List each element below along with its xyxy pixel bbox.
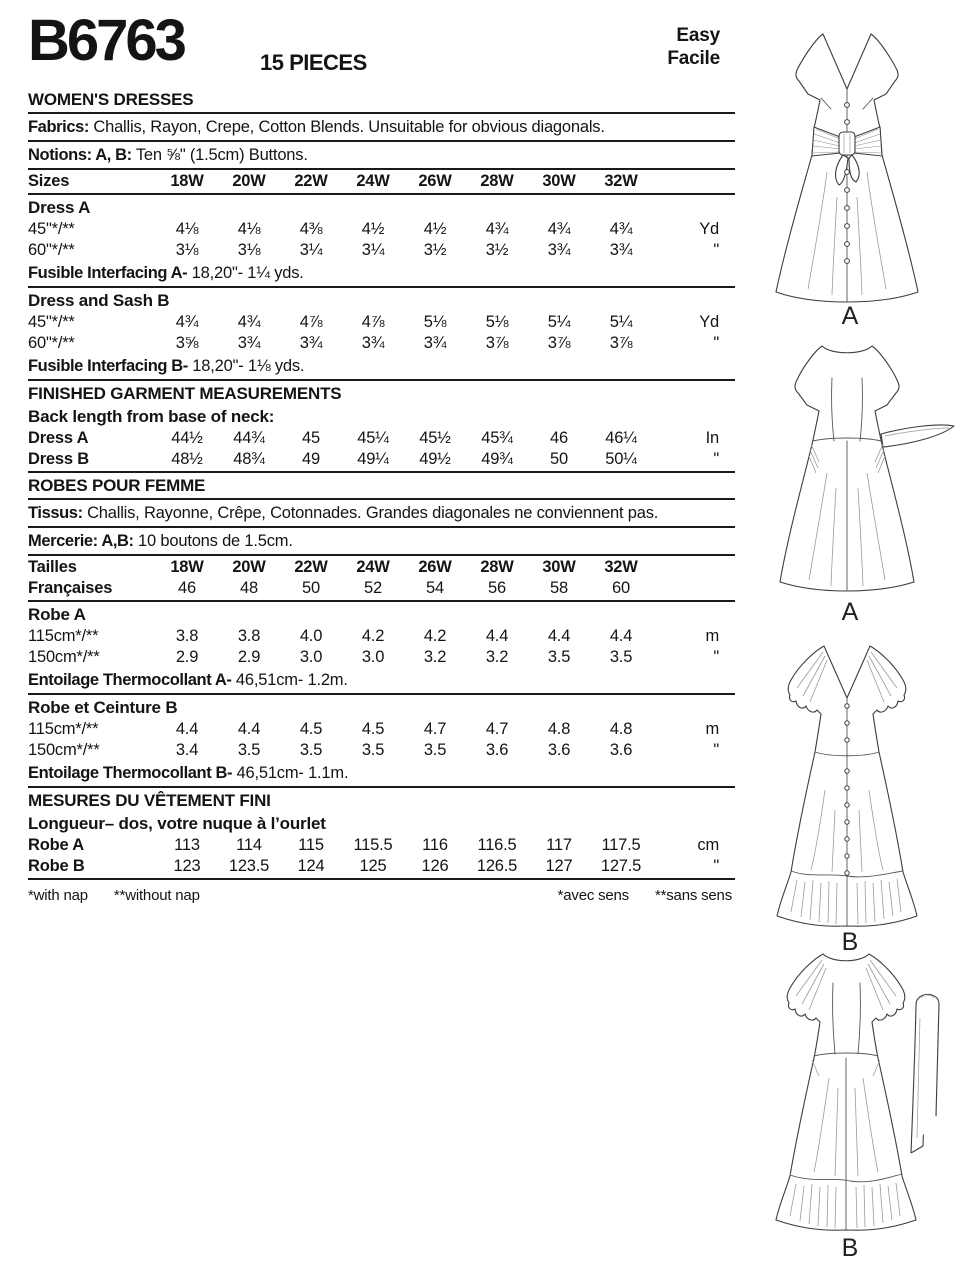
measure-value: 126 xyxy=(421,857,449,875)
fabrics-row xyxy=(28,115,735,139)
yardage-value: 3½ xyxy=(423,241,447,259)
measure-value: 46 xyxy=(550,429,568,447)
size-col: 18W xyxy=(170,558,204,576)
dress-a-front-illustration xyxy=(735,12,966,304)
view-label-b-front: B xyxy=(841,928,860,956)
measurement-row xyxy=(28,835,735,856)
divider xyxy=(28,554,735,556)
divider xyxy=(28,878,735,880)
tissus-text: Challis, Rayonne, Crêpe, Cotonnades. Grandes diagonales ne conviennent pas. xyxy=(87,504,659,522)
view-label-a-front: A xyxy=(841,302,860,330)
yardage-value: 3¾ xyxy=(361,334,385,352)
metrage-value: 3.8 xyxy=(175,627,199,645)
divider xyxy=(28,286,735,288)
mercerie-row xyxy=(28,529,735,553)
size-value: 54 xyxy=(426,579,444,597)
francaises-row xyxy=(28,578,735,599)
measure-value: 117 xyxy=(546,836,572,854)
measurement-row xyxy=(28,449,735,470)
title-en: WOMEN'S DRESSES xyxy=(28,90,194,109)
size-value: 58 xyxy=(550,579,568,597)
dress-b-back-illustration xyxy=(735,948,966,1236)
unit-label: m xyxy=(705,627,719,645)
measure-value: 123 xyxy=(173,857,201,875)
metrage-row xyxy=(28,647,735,668)
row-label: 115cm*/** xyxy=(28,627,99,645)
metrage-value: 3.5 xyxy=(609,648,633,666)
metrage-value: 4.4 xyxy=(609,627,633,645)
yardage-value: 4⅛ xyxy=(175,220,199,238)
metrage-value: 3.6 xyxy=(547,741,571,759)
metrage-value: 3.8 xyxy=(237,627,261,645)
metrage-value: 3.5 xyxy=(237,741,261,759)
size-value: 52 xyxy=(364,579,382,597)
metrage-value: 4.2 xyxy=(361,627,385,645)
metrage-value: 4.4 xyxy=(237,720,261,738)
piece-count: 15 PIECES xyxy=(260,50,367,75)
dress-a-heading: Dress A xyxy=(28,198,91,217)
measure-value: 125 xyxy=(359,857,387,875)
yardage-value: 4¾ xyxy=(609,220,633,238)
row-label: 60"*/** xyxy=(28,334,75,352)
notions-row xyxy=(28,143,735,167)
fabrics-text: Challis, Rayon, Crepe, Cotton Blends. Unsuitable for obvious diagonals. xyxy=(93,118,605,136)
metrage-value: 3.5 xyxy=(423,741,447,759)
yardage-value: 3⅛ xyxy=(237,241,261,259)
divider xyxy=(28,379,735,381)
measure-value: 123.5 xyxy=(228,857,270,875)
metrage-value: 3.0 xyxy=(299,648,323,666)
yardage-value: 4¾ xyxy=(485,220,509,238)
measure-value: 115 xyxy=(298,836,324,854)
yardage-value: 4¾ xyxy=(175,313,199,331)
metrage-value: 4.5 xyxy=(361,720,385,738)
mesures-heading: MESURES DU VÊTEMENT FINI xyxy=(28,791,271,810)
difficulty-en: Easy xyxy=(676,25,720,46)
notions-label: Notions: A, B: xyxy=(28,146,132,164)
metrage-value: 4.7 xyxy=(485,720,509,738)
row-label: Dress B xyxy=(28,450,89,468)
unit-label: " xyxy=(713,857,719,875)
yardage-value: 3⅞ xyxy=(609,334,633,352)
tailles-header-row xyxy=(28,557,735,578)
measure-value: 117.5 xyxy=(601,836,641,854)
size-col: 26W xyxy=(418,558,452,576)
size-col: 30W xyxy=(542,558,576,576)
sizes-header-row xyxy=(28,171,735,192)
mesures-subheading: Longueur– dos, votre nuque à l’ourlet xyxy=(28,814,326,833)
yardage-value: 4⅜ xyxy=(299,220,323,238)
yardage-value: 3¾ xyxy=(609,241,633,259)
metrage-value: 4.4 xyxy=(485,627,509,645)
measurement-row xyxy=(28,428,735,449)
difficulty-fr: Facile xyxy=(667,48,720,70)
mercerie-text: 10 boutons de 1.5cm. xyxy=(138,532,293,550)
yardage-value: 4½ xyxy=(423,220,447,238)
measure-value: 50 xyxy=(550,450,568,468)
entoilage-note-a: Entoilage Thermocollant A- 46,51cm- 1.2m. xyxy=(28,671,348,689)
size-value: 46 xyxy=(178,579,196,597)
mercerie-label: Mercerie: A,B: xyxy=(28,532,134,550)
metrage-value: 4.5 xyxy=(299,720,323,738)
measure-value: 127 xyxy=(545,857,573,875)
measure-value: 48½ xyxy=(171,450,203,468)
yardage-value: 3½ xyxy=(485,241,509,259)
size-col: 20W xyxy=(232,172,266,190)
divider xyxy=(28,786,735,788)
size-value: 48 xyxy=(240,579,258,597)
view-label-a-back: A xyxy=(841,598,860,626)
divider xyxy=(28,140,735,142)
yardage-value: 3⅛ xyxy=(175,241,199,259)
divider xyxy=(28,693,735,695)
measurement-row xyxy=(28,856,735,877)
measure-value: 45¼ xyxy=(357,429,389,447)
size-col: 28W xyxy=(480,172,514,190)
divider xyxy=(28,168,735,170)
size-value: 60 xyxy=(612,579,630,597)
dress-a-back-figure xyxy=(735,338,966,625)
measure-value: 113 xyxy=(174,836,200,854)
measure-value: 116 xyxy=(422,836,448,854)
tissus-row xyxy=(28,501,735,525)
divider xyxy=(28,471,735,473)
measure-value: 48¾ xyxy=(233,450,265,468)
row-label: 150cm*/** xyxy=(28,741,100,759)
size-value: 50 xyxy=(302,579,320,597)
measure-value: 127.5 xyxy=(600,857,642,875)
metrage-value: 4.8 xyxy=(609,720,633,738)
yardage-value: 3⅞ xyxy=(485,334,509,352)
size-col: 24W xyxy=(356,172,390,190)
metrage-value: 3.6 xyxy=(609,741,633,759)
measure-value: 115.5 xyxy=(353,836,393,854)
row-label: 60"*/** xyxy=(28,241,75,259)
size-col: 30W xyxy=(542,172,576,190)
measure-value: 126.5 xyxy=(476,857,518,875)
sizes-label: Sizes xyxy=(28,172,70,190)
size-value: 56 xyxy=(488,579,506,597)
robe-b-heading: Robe et Ceinture B xyxy=(28,698,178,717)
unit-label: Yd xyxy=(699,220,719,238)
measure-value: 45½ xyxy=(419,429,451,447)
yardage-row xyxy=(28,333,735,354)
footnote-en: *with nap **without nap xyxy=(28,887,200,904)
measure-value: 44¾ xyxy=(233,429,265,447)
unit-label: " xyxy=(713,741,719,759)
size-col: 20W xyxy=(232,558,266,576)
unit-label: " xyxy=(713,450,719,468)
metrage-value: 3.2 xyxy=(423,648,447,666)
row-label: 150cm*/** xyxy=(28,648,100,666)
unit-label: m xyxy=(705,720,719,738)
yardage-value: 5¼ xyxy=(547,313,571,331)
size-col: 18W xyxy=(170,172,204,190)
metrage-value: 3.4 xyxy=(175,741,199,759)
yardage-row xyxy=(28,219,735,240)
yardage-value: 5⅛ xyxy=(485,313,509,331)
metrage-value: 4.2 xyxy=(423,627,447,645)
yardage-row xyxy=(28,240,735,261)
tailles-label: Tailles xyxy=(28,558,77,576)
row-label: Robe A xyxy=(28,836,84,854)
footnote-fr: *avec sens **sans sens xyxy=(557,887,732,904)
metrage-value: 3.5 xyxy=(299,741,323,759)
row-label: Dress A xyxy=(28,429,89,447)
footnotes xyxy=(28,881,735,904)
view-label-b-back: B xyxy=(841,1234,860,1262)
dress-a-back-illustration xyxy=(735,338,966,600)
dress-sash-b-heading: Dress and Sash B xyxy=(28,291,170,310)
measure-value: 114 xyxy=(236,836,262,854)
divider xyxy=(28,498,735,500)
divider xyxy=(28,526,735,528)
yardage-value: 3⅝ xyxy=(175,334,199,352)
metrage-value: 4.4 xyxy=(175,720,199,738)
measure-value: 49¾ xyxy=(481,450,513,468)
yardage-value: 3¾ xyxy=(547,241,571,259)
yardage-value: 4¾ xyxy=(237,313,261,331)
metrage-value: 4.8 xyxy=(547,720,571,738)
measure-value: 46¼ xyxy=(605,429,637,447)
divider xyxy=(28,193,735,195)
yardage-value: 3¼ xyxy=(361,241,385,259)
size-col: 28W xyxy=(480,558,514,576)
unit-label: In xyxy=(705,429,719,447)
finished-heading: FINISHED GARMENT MEASUREMENTS xyxy=(28,384,342,403)
interfacing-note-a: Fusible Interfacing A- 18,20"- 1¼ yds. xyxy=(28,264,304,282)
metrage-value: 3.0 xyxy=(361,648,385,666)
pattern-number: B6763 xyxy=(28,8,184,73)
tissus-label: Tissus: xyxy=(28,504,83,522)
dress-b-front-illustration xyxy=(735,640,966,930)
measure-value: 116.5 xyxy=(477,836,517,854)
yardage-value: 3¾ xyxy=(237,334,261,352)
metrage-value: 4.0 xyxy=(299,627,323,645)
yardage-value: 5¼ xyxy=(609,313,633,331)
unit-label: cm xyxy=(697,836,719,854)
yardage-value: 3¼ xyxy=(299,241,323,259)
fabrics-label: Fabrics: xyxy=(28,118,89,136)
metrage-value: 3.2 xyxy=(485,648,509,666)
size-col: 22W xyxy=(294,172,328,190)
yardage-value: 3¾ xyxy=(299,334,323,352)
finished-subheading: Back length from base of neck: xyxy=(28,407,275,426)
yardage-value: 4¾ xyxy=(547,220,571,238)
metrage-value: 3.6 xyxy=(485,741,509,759)
notions-text: Ten ⅝" (1.5cm) Buttons. xyxy=(135,146,308,164)
metrage-value: 4.7 xyxy=(423,720,447,738)
unit-label: " xyxy=(713,648,719,666)
size-col: 26W xyxy=(418,172,452,190)
info-column xyxy=(28,0,735,904)
measure-value: 124 xyxy=(297,857,325,875)
size-col: 32W xyxy=(604,172,638,190)
interfacing-note-b: Fusible Interfacing B- 18,20"- 1⅛ yds. xyxy=(28,357,305,375)
row-label: Françaises xyxy=(28,579,113,597)
dress-b-back-figure xyxy=(735,948,966,1261)
metrage-value: 4.4 xyxy=(547,627,571,645)
measure-value: 49 xyxy=(302,450,320,468)
measure-value: 44½ xyxy=(171,429,203,447)
yardage-value: 5⅛ xyxy=(423,313,447,331)
entoilage-note-b: Entoilage Thermocollant B- 46,51cm- 1.1m. xyxy=(28,764,349,782)
unit-label: " xyxy=(713,241,719,259)
metrage-value: 3.5 xyxy=(547,648,571,666)
metrage-value: 2.9 xyxy=(175,648,199,666)
metrage-row xyxy=(28,740,735,761)
dress-b-front-figure xyxy=(735,640,966,955)
yardage-value: 3¾ xyxy=(423,334,447,352)
row-label: 115cm*/** xyxy=(28,720,99,738)
measure-value: 49¼ xyxy=(357,450,389,468)
size-col: 22W xyxy=(294,558,328,576)
measure-value: 45¾ xyxy=(481,429,513,447)
difficulty-badge xyxy=(667,24,720,70)
illustration-column xyxy=(735,0,966,1280)
yardage-value: 3⅞ xyxy=(547,334,571,352)
metrage-row xyxy=(28,719,735,740)
yardage-value: 4⅛ xyxy=(237,220,261,238)
size-col: 24W xyxy=(356,558,390,576)
unit-label: Yd xyxy=(699,313,719,331)
metrage-row xyxy=(28,626,735,647)
row-label: 45"*/** xyxy=(28,313,75,331)
metrage-value: 2.9 xyxy=(237,648,261,666)
row-label: 45"*/** xyxy=(28,220,75,238)
measure-value: 49½ xyxy=(419,450,451,468)
robe-a-heading: Robe A xyxy=(28,605,86,624)
measure-value: 45 xyxy=(302,429,320,447)
title-fr: ROBES POUR FEMME xyxy=(28,476,206,495)
yardage-value: 4½ xyxy=(361,220,385,238)
divider xyxy=(28,112,735,114)
yardage-row xyxy=(28,312,735,333)
measure-value: 50¼ xyxy=(605,450,637,468)
size-col: 32W xyxy=(604,558,638,576)
divider xyxy=(28,600,735,602)
row-label: Robe B xyxy=(28,857,85,875)
dress-a-front-figure xyxy=(735,12,966,329)
yardage-value: 4⅞ xyxy=(299,313,323,331)
unit-label: " xyxy=(713,334,719,352)
header xyxy=(28,0,735,88)
metrage-value: 3.5 xyxy=(361,741,385,759)
yardage-value: 4⅞ xyxy=(361,313,385,331)
